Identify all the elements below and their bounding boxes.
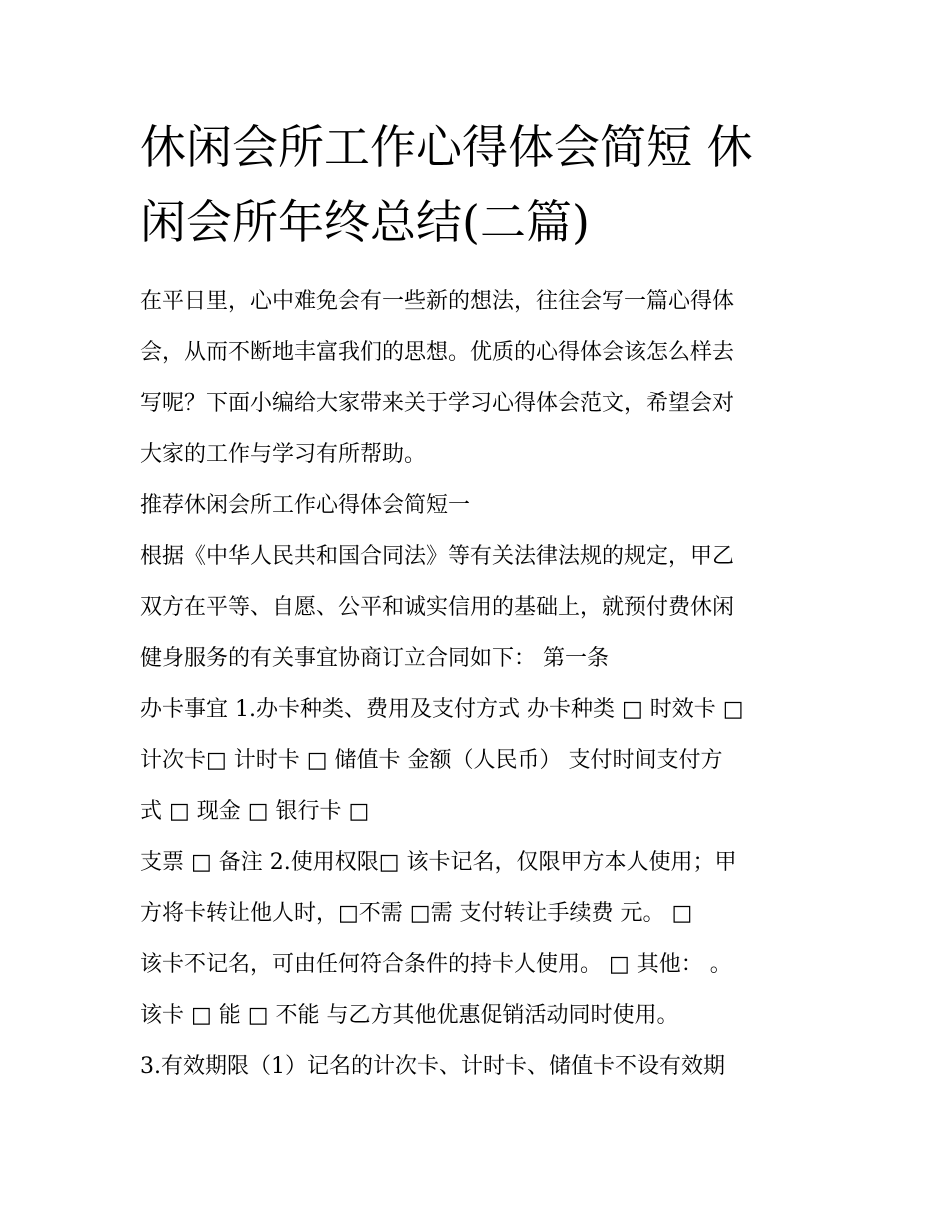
body-line: 计次卡□ 计时卡 □ 储值卡 金额（人民币） 支付时间支付方 bbox=[140, 748, 723, 773]
body-line: 该卡不记名，可由任何符合条件的持卡人使用。 □ 其他： 。 bbox=[140, 952, 732, 977]
body-line: 式 □ 现金 □ 银行卡 □ bbox=[140, 799, 370, 824]
body-line: 支票 □ 备注 2.使用权限□ 该卡记名，仅限甲方本人使用；甲 bbox=[140, 850, 737, 875]
body-line: 方将卡转让他人时，□不需 □需 支付转让手续费 元。 □ bbox=[140, 901, 693, 926]
document-body bbox=[140, 276, 840, 1092]
body-line: 该卡 □ 能 □ 不能 与乙方其他优惠促销活动同时使用。 bbox=[140, 1003, 679, 1028]
section-heading: 推荐休闲会所工作心得体会简短一 bbox=[140, 493, 471, 518]
body-line: 写呢？下面小编给大家带来关于学习心得体会范文，希望会对 bbox=[140, 391, 735, 416]
title-line: 闲会所年终总结(二篇) bbox=[140, 195, 590, 249]
body-line: 大家的工作与学习有所帮助。 bbox=[140, 442, 427, 467]
body-line: 办卡事宜 1.办卡种类、费用及支付方式 办卡种类 □ 时效卡 □ bbox=[140, 697, 744, 722]
document-title bbox=[140, 110, 820, 260]
body-line: 双方在平等、自愿、公平和诚实信用的基础上，就预付费休闲 bbox=[140, 595, 735, 620]
body-line: 在平日里，心中难免会有一些新的想法，往往会写一篇心得体 bbox=[140, 289, 735, 314]
title-line: 休闲会所工作心得体会简短 休 bbox=[140, 120, 753, 174]
body-line: 健身服务的有关事宜协商订立合同如下： 第一条 bbox=[140, 646, 609, 671]
body-line: 根据《中华人民共和国合同法》等有关法律法规的规定，甲乙 bbox=[140, 544, 735, 569]
body-line: 3.有效期限（1）记名的计次卡、计时卡、储值卡不设有效期 bbox=[140, 1054, 725, 1079]
body-line: 会，从而不断地丰富我们的思想。优质的心得体会该怎么样去 bbox=[140, 340, 735, 365]
